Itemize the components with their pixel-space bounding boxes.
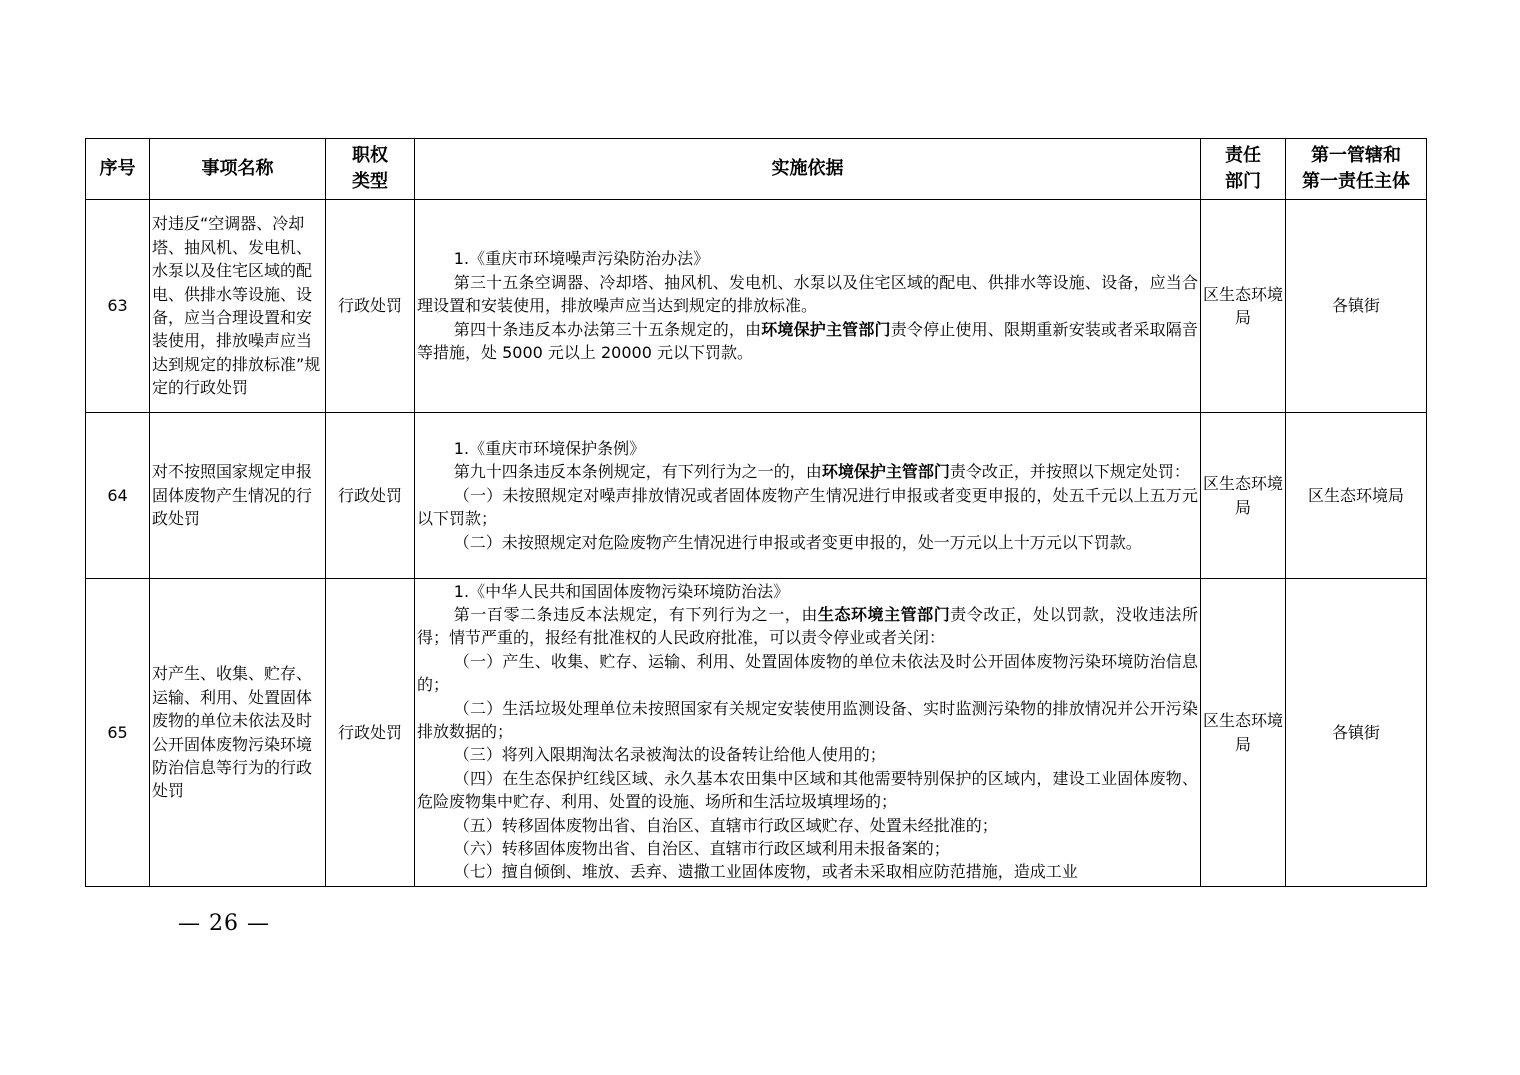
header-item-name: 事项名称 [150, 139, 326, 200]
basis-article: 第九十四条违反本条例规定，有下列行为之一的，由环境保护主管部门责令改正，并按照以下规定处罚： [453, 462, 1190, 482]
row-dept: 区生态环境局 [1201, 579, 1286, 887]
basis-law-title: 1.《重庆市环境噪声污染防治办法》 [453, 249, 710, 269]
table-header-row [86, 139, 1427, 200]
page-number: — 26 — [178, 911, 270, 936]
basis-article: 第四十条违反本办法第三十五条规定的，由环境保护主管部门责令停止使用、限期重新安装或者采取隔音等措施，处 5000 元以上 20000 元以下罚款。 [417, 319, 1198, 363]
basis-article: 第一百零二条违反本法规定，有下列行为之一，由生态环境主管部门责令改正，处以罚款，没收违法所得；情节严重的，报经有批准权的人民政府批准，可以责令停业或者关闭： [417, 604, 1198, 648]
basis-clause: （四）在生态保护红线区域、永久基本农田集中区域和其他需要特别保护的区域内，建设工业固体废物、危险废物集中贮存、利用、处置的设施、场所和生活垃圾填埋场的； [417, 768, 1198, 812]
header-type: 职权 类型 [326, 139, 415, 200]
basis-clause: （二）未按照规定对危险废物产生情况进行申报或者变更申报的，处一万元以上十万元以下罚款。 [453, 532, 1142, 552]
row-no: 63 [86, 200, 150, 413]
basis-clause: （一）未按照规定对噪声排放情况或者固体废物产生情况进行申报或者变更申报的，处五千元以上五万元以下罚款； [417, 485, 1198, 529]
row-basis [415, 200, 1201, 413]
header-basis: 实施依据 [415, 139, 1201, 200]
basis-law-title: 1.《中华人民共和国固体废物污染环境防治法》 [453, 581, 790, 601]
table-row [86, 413, 1427, 579]
row-item-name: 对违反“空调器、冷却塔、抽风机、发电机、水泵以及住宅区域的配电、供排水等设施、设备，应当合理设置和安装使用，排放噪声应当达到规定的排放标准”规定的行政处罚 [150, 200, 326, 413]
row-dept: 区生态环境局 [1201, 413, 1286, 579]
row-no: 64 [86, 413, 150, 579]
row-basis [415, 579, 1201, 887]
responsible-authority: 环境保护主管部门 [761, 319, 891, 339]
row-dept: 区生态环境局 [1201, 200, 1286, 413]
basis-clause: （六）转移固体废物出省、自治区、直辖市行政区域利用未报备案的； [453, 838, 950, 858]
enforcement-items-table [85, 138, 1427, 887]
basis-law-title: 1.《重庆市环境保护条例》 [453, 438, 646, 458]
header-subject: 第一管辖和 第一责任主体 [1286, 139, 1427, 200]
basis-clause: （五）转移固体废物出省、自治区、直辖市行政区域贮存、处置未经批准的； [453, 815, 998, 835]
row-subject: 各镇街 [1286, 200, 1427, 413]
row-item-name: 对产生、收集、贮存、运输、利用、处置固体废物的单位未依法及时公开固体废物污染环境防治信息等行为的行政处罚 [150, 579, 326, 887]
row-subject: 各镇街 [1286, 579, 1427, 887]
responsible-authority: 生态环境主管部门 [817, 604, 951, 624]
row-type: 行政处罚 [326, 200, 415, 413]
row-subject: 区生态环境局 [1286, 413, 1427, 579]
basis-article: 第三十五条空调器、冷却塔、抽风机、发电机、水泵以及住宅区域的配电、供排水等设施、设备，应当合理设置和安装使用，排放噪声应当达到规定的排放标准。 [417, 272, 1198, 316]
row-no: 65 [86, 579, 150, 887]
row-type: 行政处罚 [326, 579, 415, 887]
responsible-authority: 环境保护主管部门 [821, 462, 950, 482]
table-row [86, 200, 1427, 413]
basis-clause: （三）将列入限期淘汰名录被淘汰的设备转让给他人使用的； [453, 745, 886, 765]
basis-clause: （二）生活垃圾处理单位未按照国家有关规定安装使用监测设备、实时监测污染物的排放情况并公开污染排放数据的； [417, 698, 1198, 741]
table-row [86, 579, 1427, 887]
header-no: 序号 [86, 139, 150, 200]
basis-clause: （一）产生、收集、贮存、运输、利用、处置固体废物的单位未依法及时公开固体废物污染环境防治信息的； [417, 651, 1198, 695]
row-item-name: 对不按照国家规定申报固体废物产生情况的行政处罚 [150, 413, 326, 579]
row-type: 行政处罚 [326, 413, 415, 579]
basis-clause: （七）擅自倾倒、堆放、丢弃、遗撒工业固体废物，或者未采取相应防范措施，造成工业 [453, 862, 1078, 882]
header-dept: 责任 部门 [1201, 139, 1286, 200]
row-basis [415, 413, 1201, 579]
